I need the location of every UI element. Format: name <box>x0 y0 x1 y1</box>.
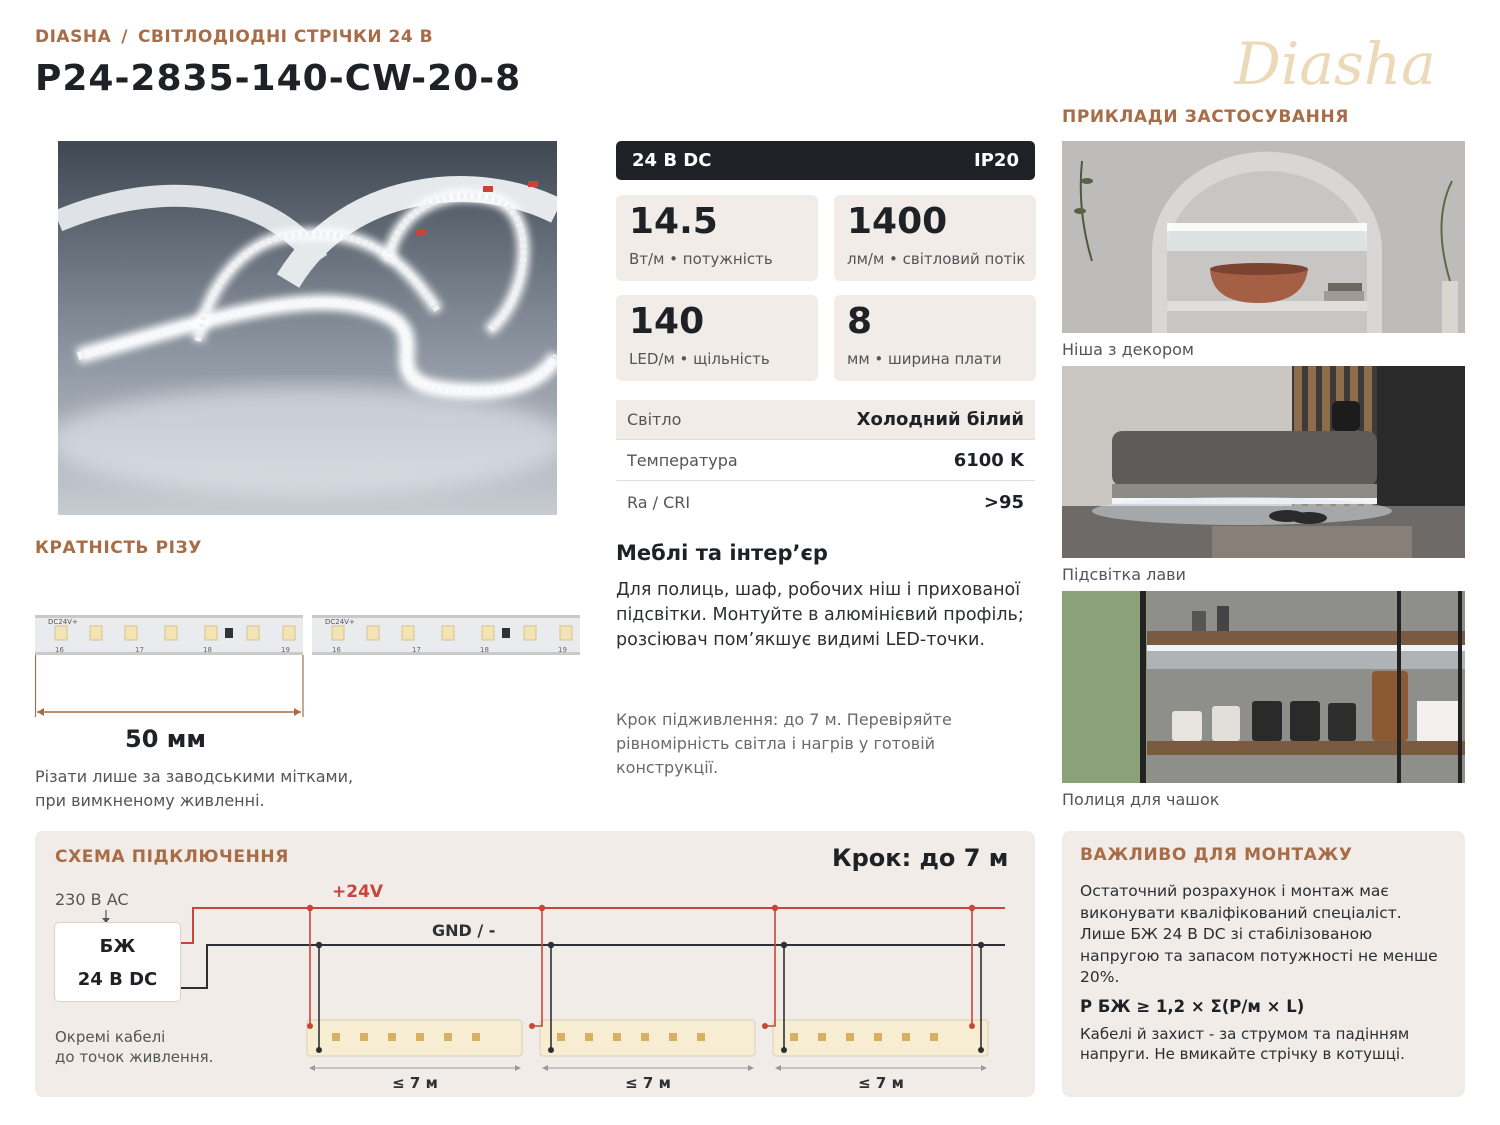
page-title: P24-2835-140-CW-20-8 <box>35 58 522 99</box>
breadcrumb-brand[interactable]: DIASHA <box>35 27 112 47</box>
application-photo-niche <box>1062 141 1465 333</box>
furniture-heading: Меблі та інтер’єр <box>616 541 828 565</box>
spec-tile-density <box>616 295 818 381</box>
mounting-panel <box>1062 831 1465 1097</box>
applications-heading: ПРИКЛАДИ ЗАСТОСУВАННЯ <box>1062 107 1349 127</box>
strip-mark: 18 <box>480 646 489 654</box>
spec-tile-power <box>616 195 818 281</box>
mounting-text-2: Кабелі й захист - за струмом та падінням напруги. Не вмикайте стрічку в котушці. <box>1080 1024 1410 1063</box>
gnd-wire <box>181 945 1005 988</box>
prop-key: Світло <box>627 410 682 429</box>
strip-print: DC24V+ <box>325 618 355 626</box>
strip-segment-3 <box>773 1020 988 1056</box>
product-photo <box>58 141 557 515</box>
logo-text: Diasha <box>1234 30 1436 98</box>
voltage-label: 24 В DC <box>632 150 712 171</box>
cut-note-line: при вимкненому живленні. <box>35 791 265 810</box>
spec-value: 8 <box>847 301 873 342</box>
furniture-text: Для полиць, шаф, робочих ніш і прихованої підсвітки. Монтуйте в алюмінієвий профіль; розсіювач пом’якшує видимі LED-точки. <box>616 580 1024 650</box>
segment-length-label: ≤ 7 м <box>858 1074 904 1092</box>
strip-segment-2 <box>540 1020 755 1056</box>
prop-row-light <box>616 400 1035 440</box>
spec-label: мм • ширина плати <box>847 350 1002 369</box>
application-caption: Полиця для чашок <box>1062 790 1220 809</box>
furniture-note: Крок підживлення: до 7 м. Перевіряйте рівномірність світла і нагрів у готовій конструкції. <box>616 710 952 777</box>
breadcrumb-separator: / <box>121 27 128 47</box>
psu-voltage: 24 В DC <box>77 969 158 990</box>
application-caption: Ніша з декором <box>1062 340 1194 359</box>
cut-heading: КРАТНІСТЬ РІЗУ <box>35 538 202 558</box>
plus-label: +24V <box>332 882 384 902</box>
separate-cables-note <box>55 1027 213 1067</box>
prop-key: Ra / CRI <box>627 492 691 512</box>
strip-mark: 16 <box>55 646 64 654</box>
ip-rating-label: IP20 <box>974 150 1019 171</box>
gnd-label: GND / - <box>432 921 496 940</box>
segment-length-label: ≤ 7 м <box>392 1074 438 1092</box>
prop-row-temperature <box>616 441 1035 481</box>
wiring-heading: СХЕМА ПІДКЛЮЧЕННЯ <box>55 847 289 867</box>
application-caption: Підсвітка лави <box>1062 565 1186 584</box>
strip-segment-1 <box>307 1020 522 1056</box>
note-line: до точок живлення. <box>55 1048 214 1066</box>
spec-label: лм/м • світловий потік <box>847 250 1026 269</box>
spec-value: 1400 <box>847 201 948 242</box>
cut-strip-illustration <box>35 612 580 722</box>
spec-tile-width <box>834 295 1036 381</box>
voltage-bar <box>616 141 1035 180</box>
mounting-heading: ВАЖЛИВО ДЛЯ МОНТАЖУ <box>1080 845 1353 865</box>
plus-wire <box>181 908 1005 943</box>
strip-mark: 17 <box>135 646 144 654</box>
application-photo-bench <box>1062 366 1465 558</box>
cut-length-label: 50 мм <box>125 725 206 753</box>
spec-tile-flux <box>834 195 1036 281</box>
segment-length-label: ≤ 7 м <box>625 1074 671 1092</box>
strip-print: DC24V+ <box>48 618 78 626</box>
power-supply-box <box>54 922 181 1002</box>
prop-value: 6100 K <box>953 450 1024 471</box>
psu-label: БЖ <box>99 936 136 957</box>
prop-key: Температура <box>627 451 738 470</box>
spec-label: Вт/м • потужність <box>629 250 773 269</box>
strip-mark: 17 <box>412 646 421 654</box>
strip-mark: 18 <box>203 646 212 654</box>
cut-note <box>35 765 353 813</box>
brand-logo <box>1210 22 1460 102</box>
ac-input-label: 230 В AC <box>55 890 129 909</box>
prop-row-cri <box>616 482 1035 522</box>
strip-mark: 16 <box>332 646 341 654</box>
prop-value: >95 <box>983 491 1024 513</box>
note-line: Окремі кабелі <box>55 1028 166 1046</box>
wiring-step-label: Крок: до 7 м <box>832 844 1009 872</box>
application-photo-shelf <box>1062 591 1465 783</box>
spec-value: 140 <box>629 301 705 342</box>
spec-value: 14.5 <box>629 201 718 242</box>
power-formula: P БЖ ≥ 1,2 × Σ(P/м × L) <box>1080 996 1305 1016</box>
strip-mark: 19 <box>558 646 567 654</box>
prop-value: Холодний білий <box>856 409 1024 430</box>
mounting-text: Остаточний розрахунок і монтаж має виконувати кваліфікований спеціаліст. Лише БЖ 24 В DC зі стабілізованою напругою та запасом потужності не менше 20%. <box>1080 882 1438 986</box>
strip-mark: 19 <box>281 646 290 654</box>
breadcrumb <box>35 27 433 47</box>
breadcrumb-category[interactable]: СВІТЛОДІОДНІ СТРІЧКИ 24 В <box>137 27 434 47</box>
spec-label: LED/м • щільність <box>629 350 770 369</box>
cut-note-line: Різати лише за заводськими мітками, <box>35 767 354 786</box>
